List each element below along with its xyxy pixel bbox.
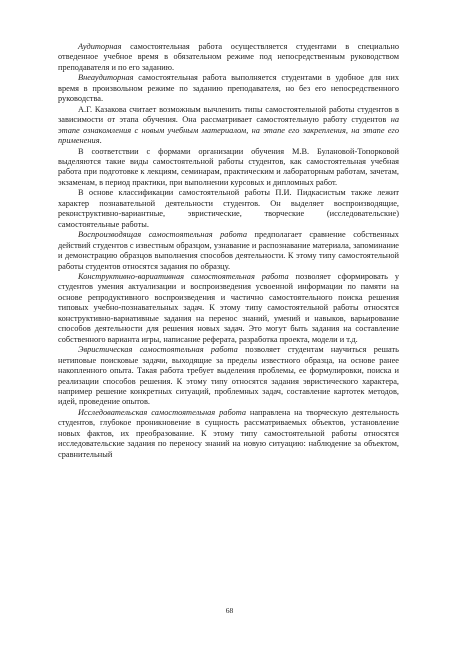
- paragraph-kazakova: [58, 105, 399, 147]
- paragraph-research-work: [58, 408, 399, 460]
- paragraph-text: А.Г. Казакова считает возможным вычленить типы самостоятельной работы студентов в зависимости от этапа обучения. Она рассматривает самостоятельную работу студентов: [58, 104, 399, 125]
- paragraph-pidkasisty: [58, 188, 399, 230]
- paragraph-reproducing-work: [58, 230, 399, 272]
- paragraph-text: самостоятельная работа выполняется студентами в удобное для них время в произвольном режиме по заданию преподавателя, но без его непосредственного руководства.: [58, 73, 399, 104]
- paragraph-text: самостоятельная работа осуществляется студентами в специально отведенное учебное время в обязательном режиме под непосредственным руководством преподавателя и по его заданию.: [58, 42, 399, 72]
- term-heuristic: Эвристическая самостоятельная работа: [78, 345, 238, 355]
- paragraph-auditory-work: [58, 42, 399, 73]
- paragraph-text: предполагает сравнение собственных действий студентов с известным образцом, узнавание и распознавание материала, запоминание и демонстрацию образцов выполнения способов деятельности. К этому типу самостоятельной работы студентов относятся задания по образцу.: [58, 230, 399, 271]
- paragraph-constructive-work: [58, 272, 399, 345]
- paragraph-text: .: [99, 136, 102, 146]
- term-constructive: Конструктивно-вариативная самостоятельная работа: [78, 271, 289, 281]
- emphasis-learning-stages: на этапе ознакомления с новым учебным материалом, на этапе его закрепления, на этапе его применения: [58, 115, 399, 146]
- paragraph-heuristic-work: [58, 345, 399, 408]
- term-auditory: Аудиторная: [78, 42, 122, 51]
- paragraph-extracurricular-work: [58, 73, 399, 104]
- paragraph-bulanova: [58, 147, 399, 189]
- paragraph-text: В соответствии с формами организации обучения М.В. Булановой-Топорковой выделяются такие виды самостоятельной работы студентов, как самостоятельная учебная работа при подготовке к лекциям, семинарам, практическим и лабораторным работам, зачетам, экзаменам, в период практики, при выполнении курсовых и дипломных работ.: [58, 146, 399, 187]
- paragraph-text: В основе классификации самостоятельной работы П.И. Пидкасистым также лежит характер познавательной деятельности студентов. Он выделяет воспроизводящие, реконструктивно-вариантные, эвристические, творческие (исследовательские) самостоятельные работы.: [58, 188, 399, 229]
- term-research: Исследовательская самостоятельная работа: [78, 407, 246, 417]
- term-extracurricular: Внеаудиторная: [78, 73, 134, 83]
- paragraph-text: позволяет сформировать у студентов умения актуализации и воспроизведения усвоенной информации по памяти на основе репродуктивного воспроизведения и частично самостоятельного поиска решения типовых учебно-познавательных задач. К этому типу самостоятельной работы относятся конструктивно-вариативные задания на перенос знаний, умений и навыков, варьирование способов деятельности для решения новых задач. Это могут быть задания на составление собственного варианта игры, написание реферата, разработка проекта, модели и т.д.: [58, 271, 399, 344]
- document-body: [58, 42, 399, 460]
- term-reproducing: Воспроизводящая самостоятельная работа: [78, 230, 248, 240]
- page-number: 68: [225, 606, 234, 615]
- paragraph-text: направлена на творческую деятельность студентов, глубокое проникновение в сущность рассматриваемых объектов, установление новых фактов, их преобразование. К этому типу самостоятельной работы относятся исследовательские задания по переносу знаний на новую ситуацию: наблюдение за объектом, сравнительный: [58, 407, 399, 459]
- paragraph-text: позволяет студентам научиться решать нетиповые поисковые задачи, выходящие за пределы известного образца, на основе ранее накопленного опыта. Такая работа требует выделения проблемы, ее формулировки, поиска и реализации способов решения. К этому типу относятся задания эвристического характера, например решение конкретных ситуаций, проблемных задач, составление картотек методов, идей, проведение опытов.: [58, 345, 399, 407]
